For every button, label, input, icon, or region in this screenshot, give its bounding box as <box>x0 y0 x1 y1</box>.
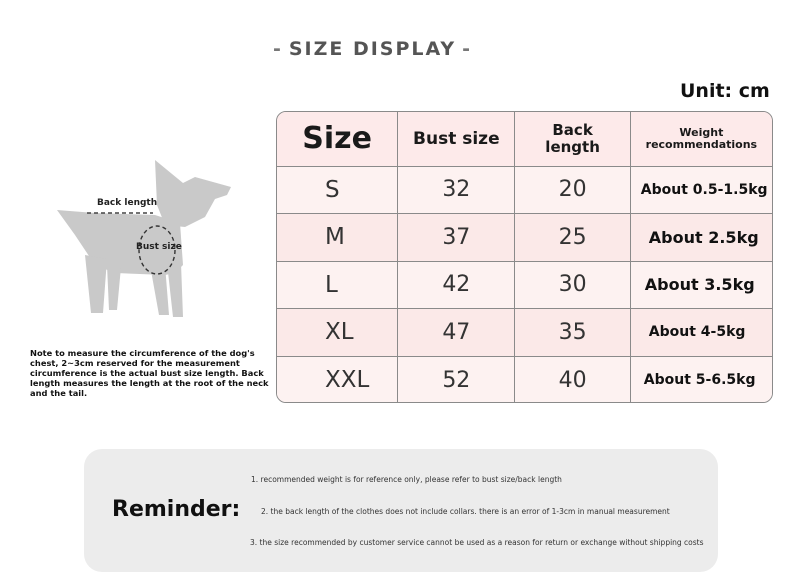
reminder-label: Reminder: <box>112 497 241 522</box>
cell-weight: About 4-5kg <box>630 309 772 357</box>
table-row <box>277 309 772 357</box>
title-dash-left: - <box>272 38 283 60</box>
cell-bust: 52 <box>398 356 515 403</box>
unit-label: Unit: cm <box>680 80 770 102</box>
measurement-note: Note to measure the circumference of the dog's chest, 2~3cm reserved for the measurement circumference is the actual bust size length. Back length measures the length at the root of the neck and the tail. <box>30 348 269 398</box>
cell-weight: About 2.5kg <box>630 214 772 262</box>
cell-bust: 47 <box>398 309 515 357</box>
cell-weight: About 5-6.5kg <box>630 356 772 403</box>
cell-back: 25 <box>515 214 630 262</box>
page-title <box>0 38 745 60</box>
reminder-item: 1. recommended weight is for reference only, please refer to bust size/back length <box>251 475 562 484</box>
cell-bust: 32 <box>398 166 515 214</box>
title-text: SIZE DISPLAY <box>288 38 457 60</box>
back-length-label: Back length <box>97 198 158 208</box>
reminder-item: 3. the size recommended by customer service cannot be used as a reason for return or exchange without shipping costs <box>250 538 704 547</box>
table-row <box>277 356 772 403</box>
cell-weight: About 0.5-1.5kg <box>630 166 772 214</box>
table-row <box>277 166 772 214</box>
reminder-item: 2. the back length of the clothes does not include collars. there is an error of 1-3cm in manual measurement <box>261 507 670 516</box>
cell-size: XL <box>277 309 398 357</box>
cell-back: 20 <box>515 166 630 214</box>
cell-size: L <box>277 261 398 309</box>
dog-body <box>57 160 231 317</box>
cell-bust: 37 <box>398 214 515 262</box>
cell-back: 30 <box>515 261 630 309</box>
cell-back: 40 <box>515 356 630 403</box>
reminder-box <box>84 449 718 572</box>
cell-weight: About 3.5kg <box>630 261 772 309</box>
header-size: Size <box>277 112 398 166</box>
dog-silhouette-icon <box>55 155 235 320</box>
bust-size-label: Bust size <box>136 242 182 252</box>
cell-back: 35 <box>515 309 630 357</box>
header-bust: Bust size <box>398 112 515 166</box>
header-back-length: Back length <box>515 112 630 166</box>
table-row <box>277 214 772 262</box>
size-table <box>276 111 773 403</box>
cell-size: S <box>277 166 398 214</box>
header-weight: Weight recommendations <box>630 112 772 166</box>
table-row <box>277 261 772 309</box>
cell-size: M <box>277 214 398 262</box>
cell-bust: 42 <box>398 261 515 309</box>
cell-size: XXL <box>277 356 398 403</box>
table-header-row <box>277 112 772 166</box>
title-dash-right: - <box>462 38 473 60</box>
